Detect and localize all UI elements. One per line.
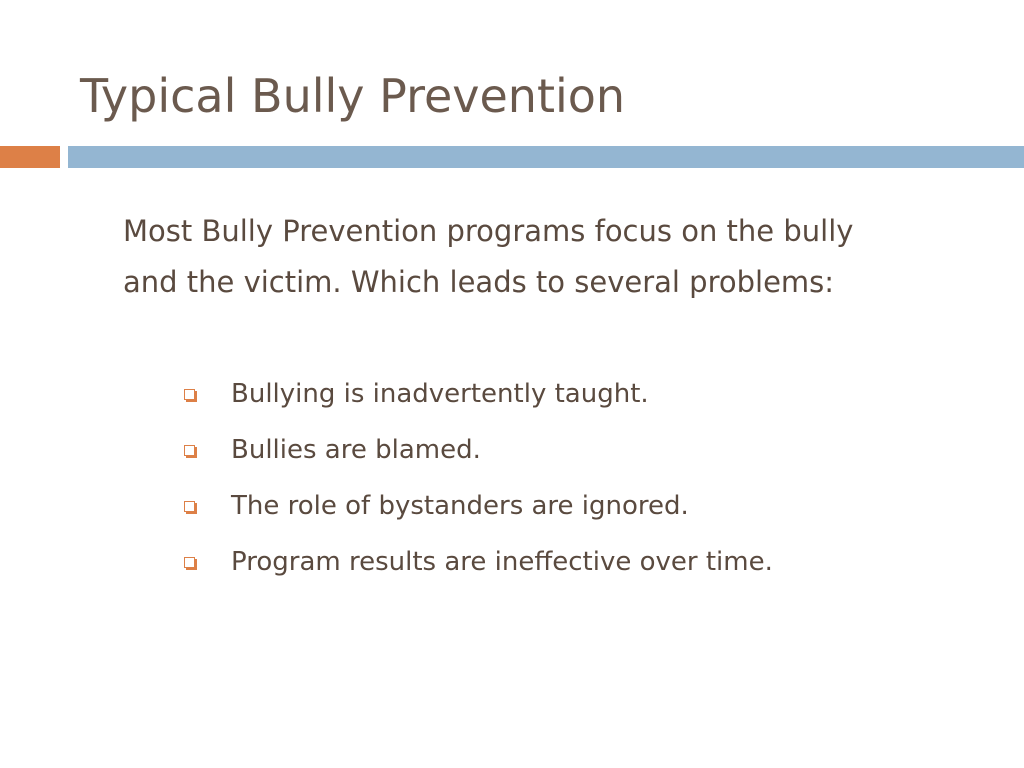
bullet-item — [182, 534, 773, 590]
slide-title: Typical Bully Prevention — [80, 69, 626, 123]
bullet-text: Program results are ineffective over time. — [231, 547, 773, 577]
bullet-item — [182, 478, 773, 534]
bullet-item — [182, 366, 773, 422]
bullet-text: Bullying is inadvertently taught. — [231, 379, 649, 409]
hollow-square-bullet-icon — [184, 557, 195, 568]
intro-paragraph: Most Bully Prevention programs focus on the bully and the victim. Which leads to several problems: — [123, 214, 854, 299]
title-accent-bar — [0, 146, 60, 168]
hollow-square-bullet-icon — [184, 501, 195, 512]
bullet-list — [182, 366, 773, 590]
bullet-text: Bullies are blamed. — [231, 435, 481, 465]
hollow-square-bullet-icon — [184, 445, 195, 456]
bullet-item — [182, 422, 773, 478]
hollow-square-bullet-icon — [184, 389, 195, 400]
title-divider-bar — [68, 146, 1024, 168]
bullet-text: The role of bystanders are ignored. — [231, 491, 689, 521]
